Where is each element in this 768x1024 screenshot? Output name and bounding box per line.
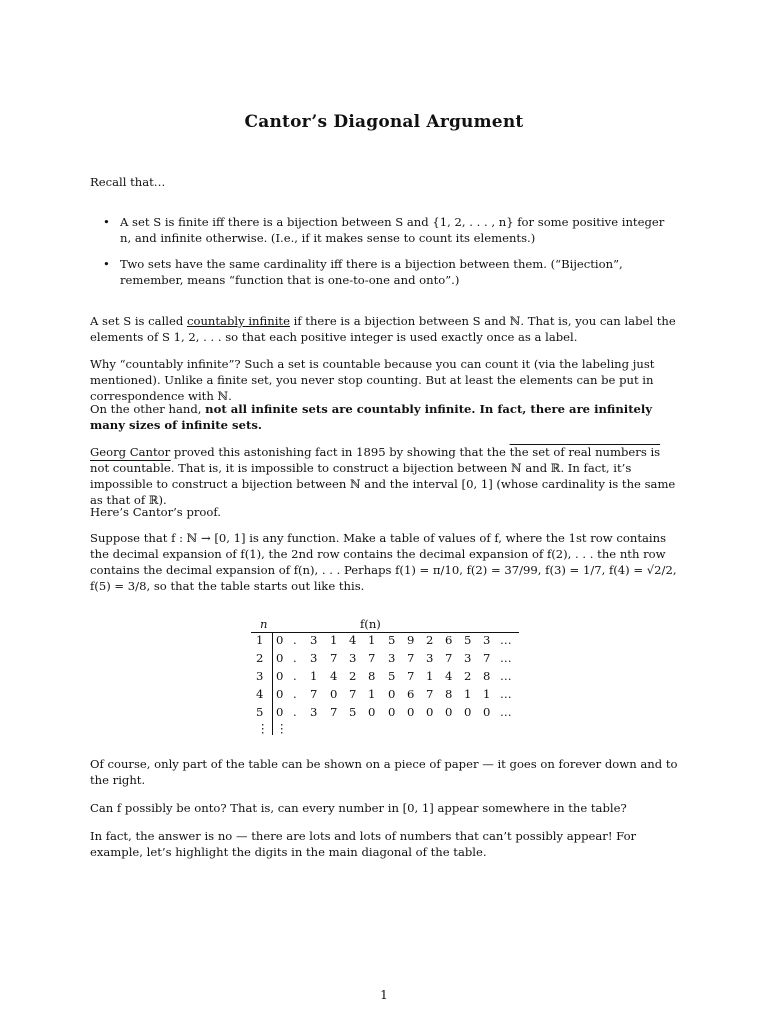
bullet-icon: • xyxy=(103,257,110,271)
digit-cell: 0 xyxy=(407,705,415,719)
row-index: 5 xyxy=(256,705,264,719)
digit-cell: 1 xyxy=(483,687,491,701)
digit-cell: 5 xyxy=(464,633,472,647)
bullet-icon: • xyxy=(103,215,110,229)
para4-pre: Georg Cantor proved this astonishing fact in 1895 by showing that the xyxy=(90,445,510,459)
digit-cell: 7 xyxy=(445,651,453,665)
recall-line: Recall that… xyxy=(90,175,166,189)
bullet-item xyxy=(103,214,678,246)
digit-cell: 2 xyxy=(464,669,472,683)
decimal-point: . xyxy=(293,705,297,719)
digit-cell: 0 xyxy=(276,669,284,683)
digit-cell: 0 xyxy=(445,705,453,719)
digit-cell: 7 xyxy=(310,687,318,701)
decimal-point: . xyxy=(293,651,297,665)
paragraph-countably-infinite xyxy=(90,313,680,345)
digit-cell: 8 xyxy=(368,669,376,683)
para1-pre: A set S is called xyxy=(90,314,187,328)
table-row xyxy=(248,633,528,649)
digit-cell: 0 xyxy=(426,705,434,719)
para3-bold: not all infinite sets are countably infinite. In fact, there are infinitely many sizes of infinite sets. xyxy=(90,402,653,432)
digit-cell: 3 xyxy=(426,651,434,665)
paragraph-can-f-be-onto: Can f possibly be onto? That is, can every number in [0, 1] appear somewhere in the table? xyxy=(90,801,627,815)
vertical-dots: ⋮ xyxy=(276,721,288,735)
digit-cell: 5 xyxy=(388,669,396,683)
digit-cell: 3 xyxy=(310,651,318,665)
digit-cell: 1 xyxy=(368,633,376,647)
digit-cell: 2 xyxy=(349,669,357,683)
bullet-text-2: Two sets have the same cardinality iff there is a bijection between them. (“Bijection”, remember, means “function that is one-to-one and onto”.) xyxy=(120,257,623,287)
bullet-text-1: A set S is finite iff there is a bijection between S and {1, 2, . . . , n} for some positive integer n, and infinite otherwise. (I.e., if it makes sense to count its elements.) xyxy=(120,215,665,245)
digit-cell: 6 xyxy=(445,633,453,647)
ellipsis: … xyxy=(500,669,512,683)
digit-cell: 9 xyxy=(407,633,415,647)
reals-not-countable-highlight: the set of real numbers is not countable xyxy=(90,445,661,475)
digit-cell: 7 xyxy=(407,669,415,683)
table-header-fn: f(n) xyxy=(360,617,381,631)
para3-pre: On the other hand, xyxy=(90,402,206,416)
paragraph-heres-proof: Here’s Cantor’s proof. xyxy=(90,505,221,519)
table-row xyxy=(248,651,528,667)
bullet-item xyxy=(103,256,678,288)
digit-cell: 1 xyxy=(310,669,318,683)
page-number: 1 xyxy=(380,988,388,1002)
ellipsis: … xyxy=(500,651,512,665)
digit-cell: 0 xyxy=(330,687,338,701)
digit-cell: 5 xyxy=(388,633,396,647)
digit-cell: 3 xyxy=(388,651,396,665)
digit-cell: 4 xyxy=(330,669,338,683)
table-header-n: n xyxy=(260,617,268,631)
digit-cell: 4 xyxy=(349,633,357,647)
paragraph-of-course: Of course, only part of the table can be shown on a piece of paper — it goes on forever down and to the right. xyxy=(90,757,678,787)
row-index: 3 xyxy=(256,669,264,683)
digit-cell: 0 xyxy=(276,687,284,701)
row-index: 4 xyxy=(256,687,264,701)
paragraph-answer-no: In fact, the answer is no — there are lots and lots of numbers that can’t possibly appear! For example, let’s highlight the digits in the main diagonal of the table. xyxy=(90,829,637,859)
digit-cell: 3 xyxy=(483,633,491,647)
digit-cell: 7 xyxy=(349,687,357,701)
digit-cell: 7 xyxy=(483,651,491,665)
table-column-rule xyxy=(272,632,273,735)
digit-cell: 0 xyxy=(276,633,284,647)
paragraph-cantor-proved xyxy=(90,444,680,508)
digit-cell: 0 xyxy=(276,651,284,665)
digit-cell: 2 xyxy=(426,633,434,647)
digit-cell: 0 xyxy=(464,705,472,719)
digit-cell: 7 xyxy=(330,705,338,719)
digit-cell: 8 xyxy=(483,669,491,683)
decimal-point: . xyxy=(293,633,297,647)
digit-cell: 7 xyxy=(330,651,338,665)
digit-cell: 3 xyxy=(310,705,318,719)
digit-cell: 1 xyxy=(330,633,338,647)
digit-cell: 0 xyxy=(276,705,284,719)
ellipsis: … xyxy=(500,687,512,701)
para4-post: . That is, it is impossible to construct a bijection between ℕ and ℝ. In fact, it’s impossible to construct a bijection between ℕ and the interval [0, 1] (whose cardinality is the same as that of ℝ). xyxy=(90,461,676,507)
paragraph-suppose: Suppose that f : ℕ → [0, 1] is any function. Make a table of values of f, where the 1st row contains the decimal expansion of f(1), the 2nd row contains the decimal expansion of f(2), . . . the nth row contains the decimal expansion of f(n), . . . Perhaps f(1) = π/10, f(2) = 37/99, f(3) = 1/7, f(4) = √2/2, f(5) = 3/8, so that the table starts out like this. xyxy=(90,531,677,593)
table-header-rule xyxy=(251,632,519,633)
table-row xyxy=(248,687,528,703)
digit-cell: 0 xyxy=(483,705,491,719)
paragraph-why-countable: Why “countably infinite”? Such a set is countable because you can count it (via the labeling just mentioned). Unlike a finite set, you never stop counting. But at least the elements can be put in correspondence with ℕ. xyxy=(90,357,655,403)
digit-cell: 3 xyxy=(310,633,318,647)
digit-cell: 7 xyxy=(426,687,434,701)
row-index: 2 xyxy=(256,651,264,665)
table-row xyxy=(248,669,528,685)
digit-cell: 0 xyxy=(388,687,396,701)
table-row xyxy=(248,721,528,737)
digit-cell: 7 xyxy=(368,651,376,665)
table-row xyxy=(248,705,528,721)
digit-cell: 1 xyxy=(426,669,434,683)
digit-cell: 5 xyxy=(349,705,357,719)
digit-cell: 1 xyxy=(368,687,376,701)
decimal-point: . xyxy=(293,669,297,683)
digit-cell: 3 xyxy=(349,651,357,665)
countably-infinite-term: countably infinite xyxy=(186,314,290,328)
paragraph-other-hand xyxy=(90,401,680,433)
para1-post: if there is a bijection between S and ℕ. That is, you can label the elements of S 1, 2, . . . so that each positive integer is used exactly once as a label. xyxy=(90,314,676,344)
ellipsis: … xyxy=(500,705,512,719)
digit-cell: 3 xyxy=(464,651,472,665)
digit-cell: 0 xyxy=(388,705,396,719)
digit-cell: 8 xyxy=(445,687,453,701)
digit-cell: 7 xyxy=(407,651,415,665)
digit-cell: 0 xyxy=(368,705,376,719)
digit-cell: 1 xyxy=(464,687,472,701)
vertical-dots: ⋮ xyxy=(257,721,269,735)
ellipsis: … xyxy=(500,633,512,647)
row-index: 1 xyxy=(256,633,264,647)
digit-cell: 4 xyxy=(445,669,453,683)
digit-cell: 6 xyxy=(407,687,415,701)
document-title: Cantor’s Diagonal Argument xyxy=(244,112,524,132)
decimal-point: . xyxy=(293,687,297,701)
